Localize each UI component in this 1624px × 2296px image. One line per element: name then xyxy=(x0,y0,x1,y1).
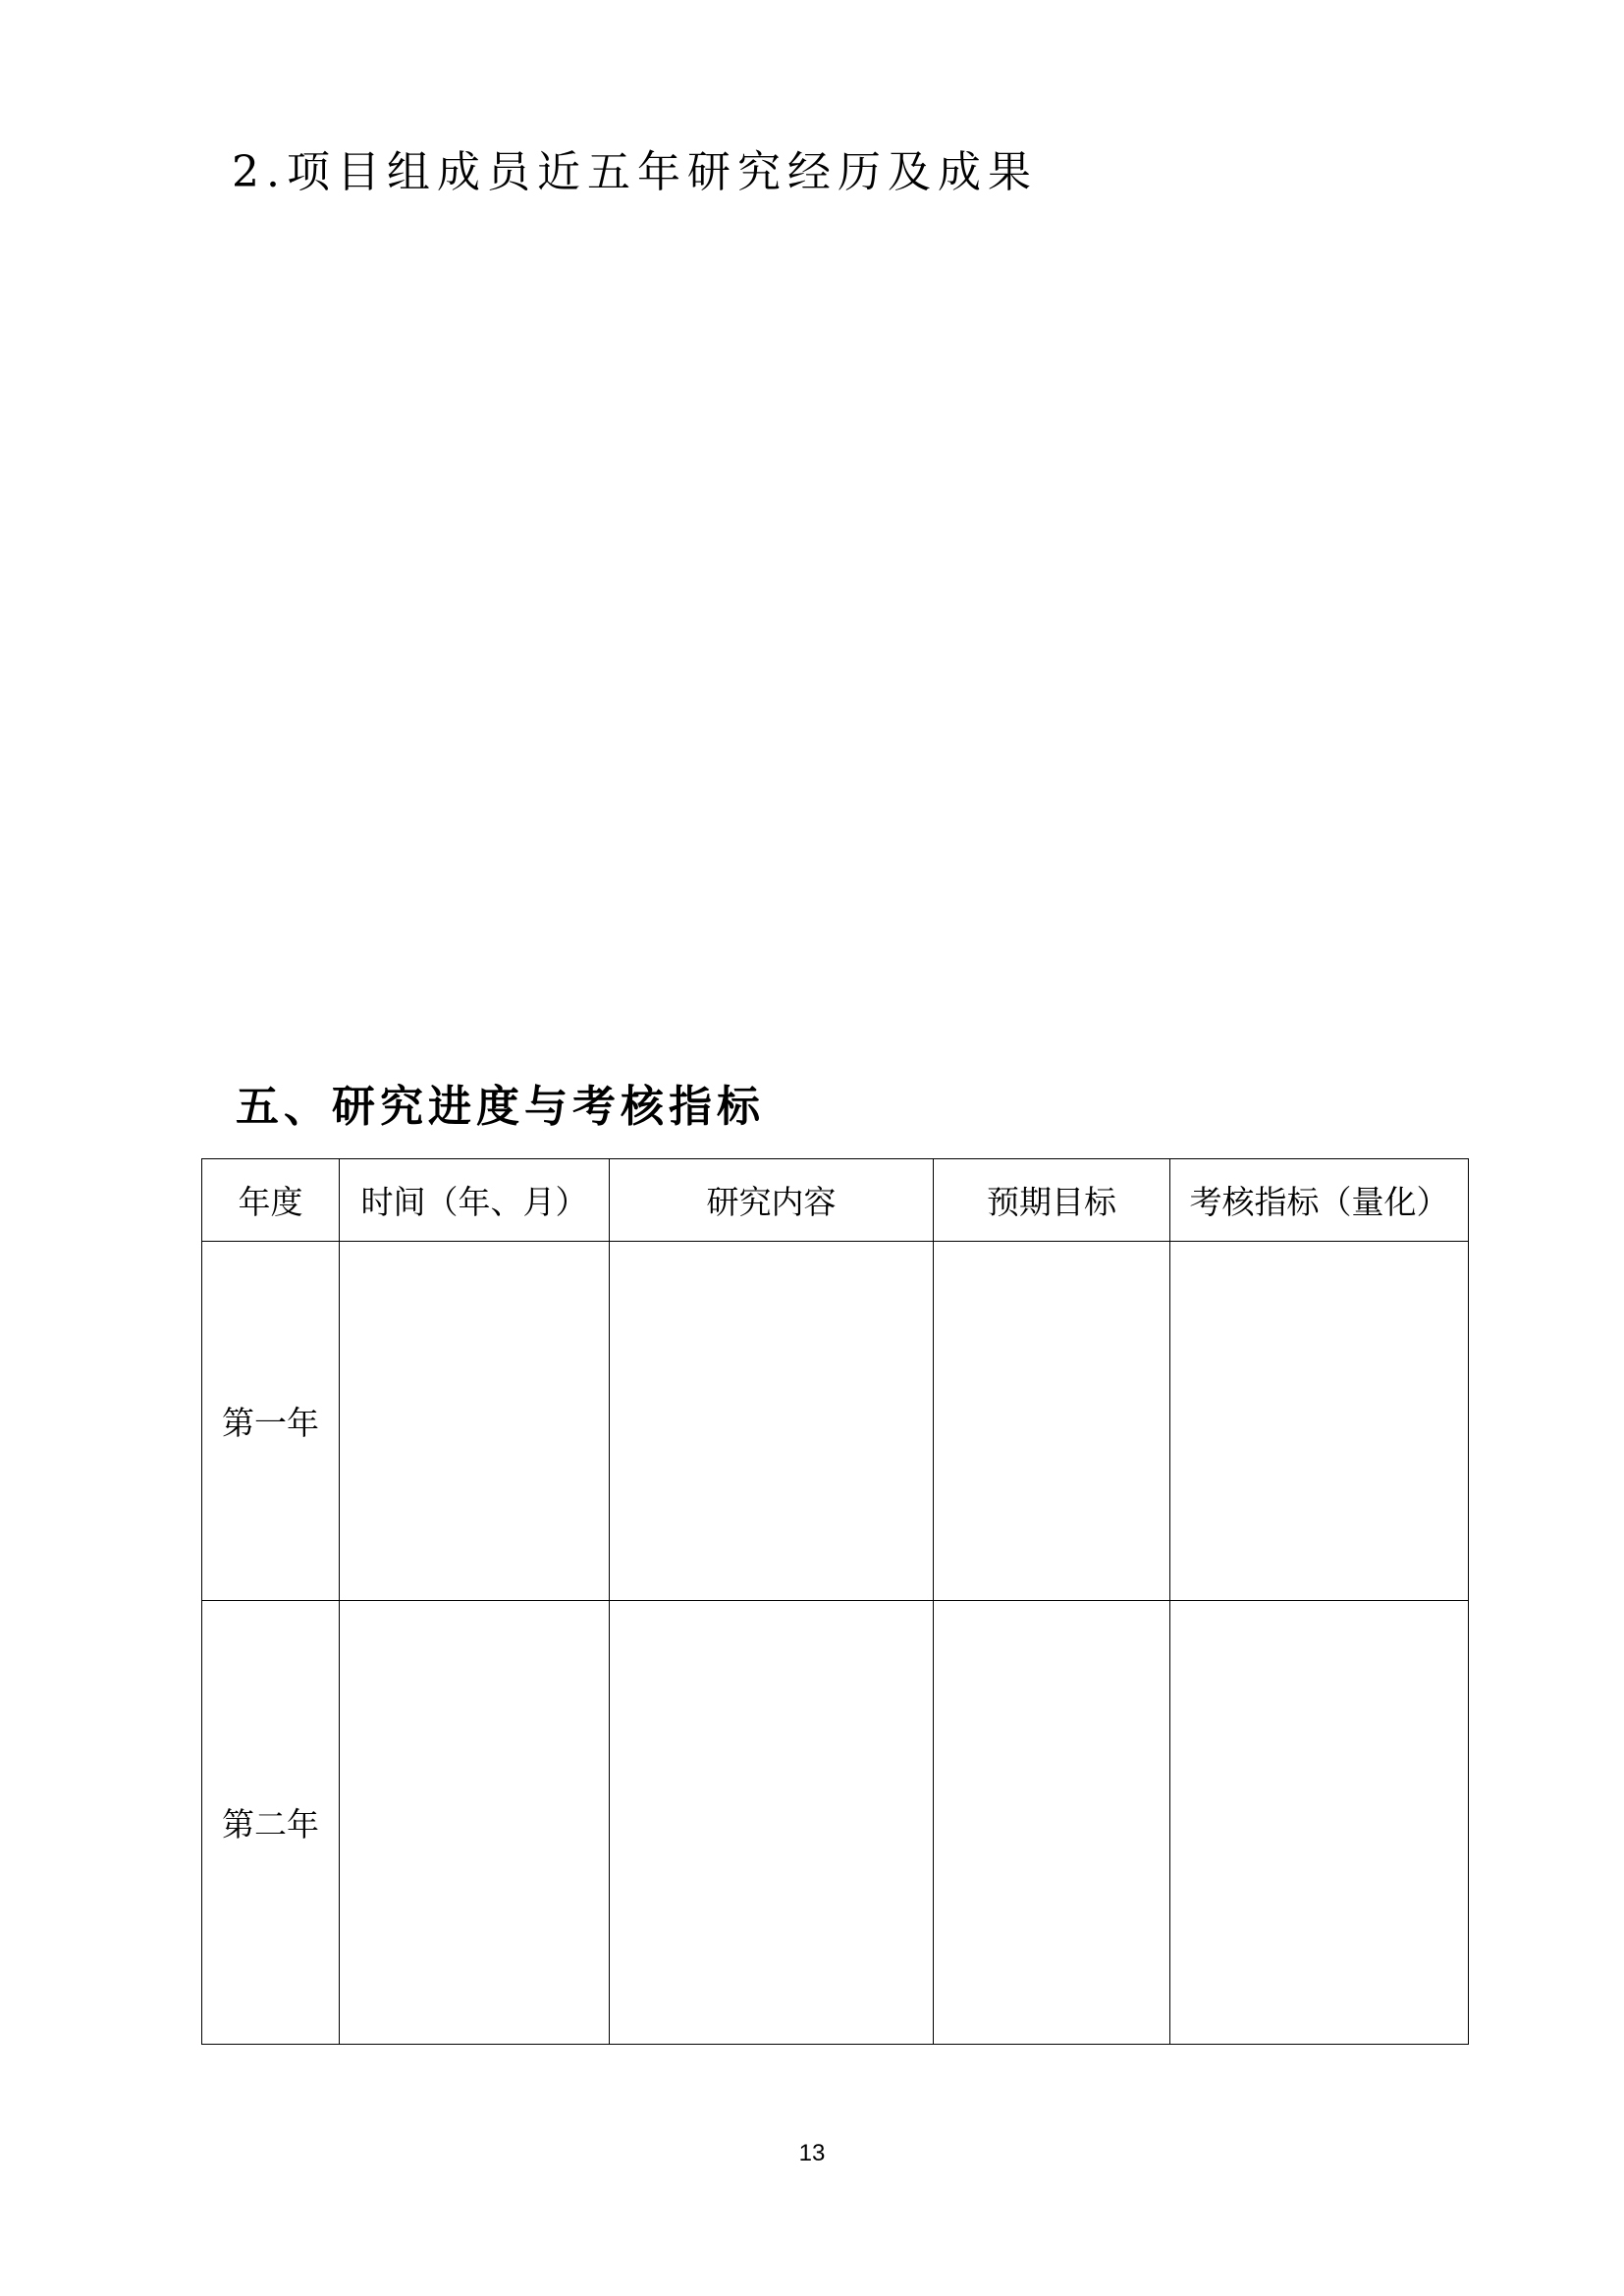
table-row xyxy=(202,1601,1469,2045)
progress-table xyxy=(201,1158,1469,2045)
content-cell[interactable] xyxy=(610,1242,934,1601)
header-indicator: 考核指标（量化） xyxy=(1170,1159,1469,1242)
content-cell[interactable] xyxy=(610,1601,934,2045)
table-header-row xyxy=(202,1159,1469,1242)
header-time: 时间（年、月） xyxy=(340,1159,610,1242)
time-cell[interactable] xyxy=(340,1601,610,2045)
section-2-heading: 2.项目组成员近五年研究经历及成果 xyxy=(232,147,1038,197)
section-5-heading: 五、研究进度与考核指标 xyxy=(236,1082,765,1132)
indicator-cell[interactable] xyxy=(1170,1242,1469,1601)
header-content: 研究内容 xyxy=(610,1159,934,1242)
year-label: 第二年 xyxy=(202,1601,340,2045)
header-year: 年度 xyxy=(202,1159,340,1242)
year-label: 第一年 xyxy=(202,1242,340,1601)
goal-cell[interactable] xyxy=(934,1601,1170,2045)
page-number: 13 xyxy=(798,2140,826,2166)
table-row xyxy=(202,1242,1469,1601)
indicator-cell[interactable] xyxy=(1170,1601,1469,2045)
goal-cell[interactable] xyxy=(934,1242,1170,1601)
header-goal: 预期目标 xyxy=(934,1159,1170,1242)
time-cell[interactable] xyxy=(340,1242,610,1601)
